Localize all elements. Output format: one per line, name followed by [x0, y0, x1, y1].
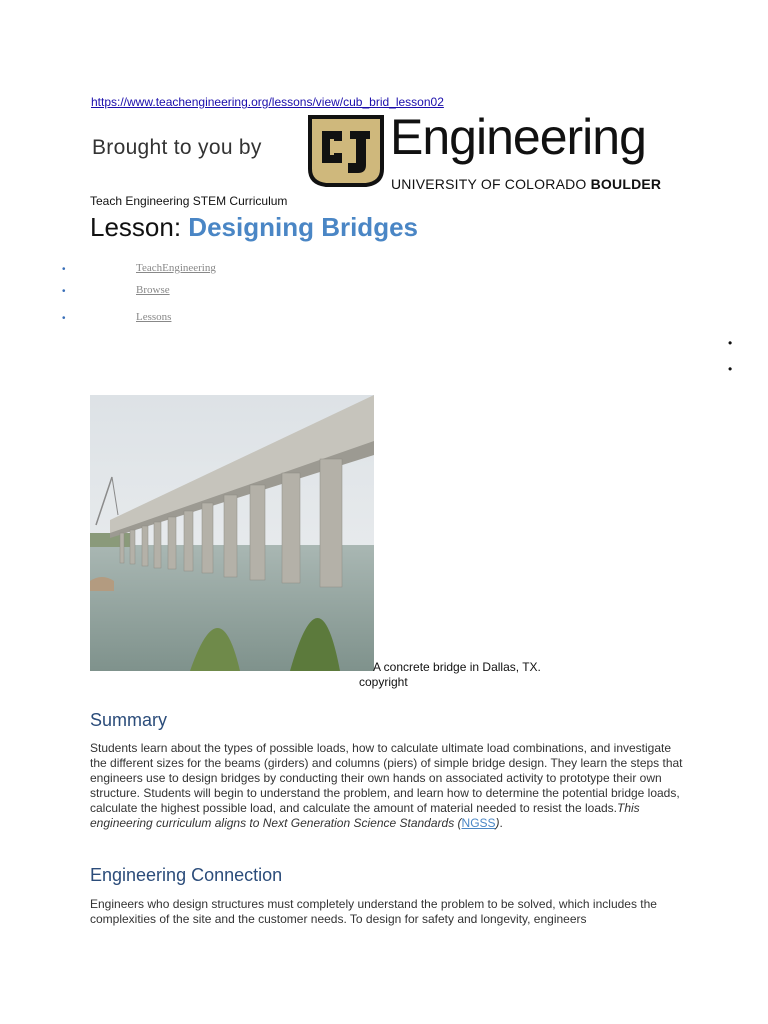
image-copyright: copyright [359, 675, 408, 689]
bullet-icon: • [62, 264, 66, 275]
summary-paragraph: Students learn about the types of possible loads, how to calculate ultimate load combinations, and investigate the different sizes for the beams (girders) and columns (piers) of simple bridge design. They learn the steps that engineers use to design bridges by conducting their own hands on associated activity to prototype their own structure. Students will begin to understand the problem, and learn how to determine the potential bridge loads, calculate the highest possible load, and calculate the amount of material needed to resist the loads.This engineering curriculum aligns to Next Generation Science Standards (NGSS). [90, 741, 683, 830]
university-name: UNIVERSITY OF COLORADO BOULDER [391, 176, 662, 192]
bridge-photo [90, 395, 374, 671]
curriculum-label: Teach Engineering STEM Curriculum [90, 194, 288, 208]
breadcrumb-link-teachengineering[interactable]: TeachEngineering [136, 262, 216, 274]
ngss-link[interactable]: NGSS [461, 816, 496, 830]
summary-heading: Summary [90, 710, 168, 730]
engineering-connection-paragraph: Engineers who design structures must completely understand the problem to be solved, which includes the complexities of the site and the customer needs. To design for safety and longevity, engineers [90, 897, 657, 926]
brought-to-you-by-text: Brought to you by [92, 136, 262, 159]
bullet-icon: • [728, 362, 733, 376]
cu-logo-icon [304, 113, 388, 189]
page-title: Lesson: Designing Bridges [90, 212, 418, 242]
breadcrumb-link-browse[interactable]: Browse [136, 284, 170, 296]
bullet-icon: • [62, 313, 66, 324]
engineering-connection-heading: Engineering Connection [90, 865, 283, 885]
source-url-link[interactable]: https://www.teachengineering.org/lessons/view/cub_brid_lesson02 [91, 95, 444, 109]
breadcrumb-link-lessons[interactable]: Lessons [136, 311, 172, 323]
bullet-icon: • [62, 286, 66, 297]
bullet-icon: • [728, 336, 733, 350]
image-caption: A concrete bridge in Dallas, TX. [373, 660, 541, 674]
engineering-wordmark: Engineering [390, 109, 646, 165]
